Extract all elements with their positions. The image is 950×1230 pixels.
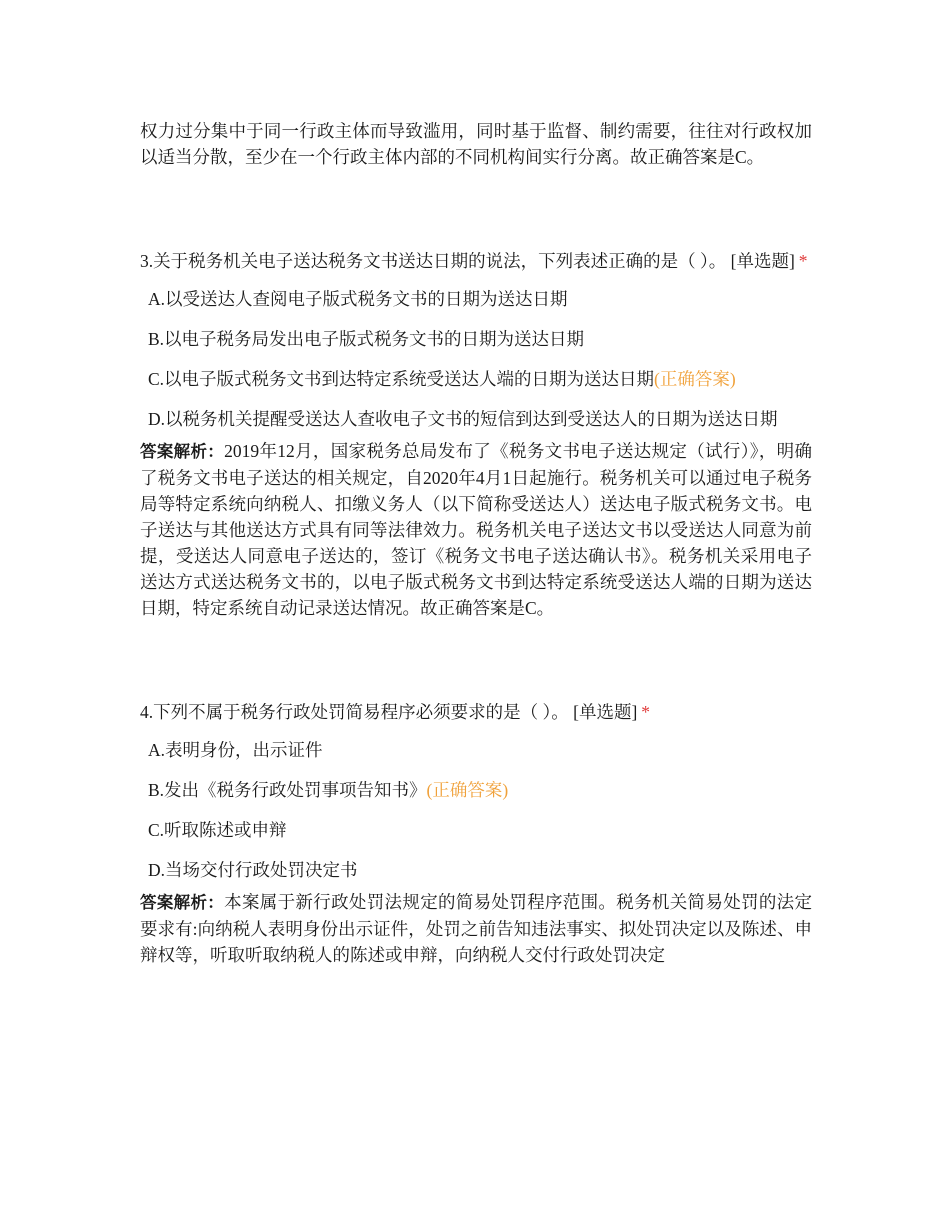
option-a[interactable]: A.以受送达人查阅电子版式税务文书的日期为送达日期 xyxy=(148,289,568,309)
option-c[interactable]: C.以电子版式税务文书到达特定系统受送达人端的日期为送达日期(正确答案) xyxy=(148,369,736,389)
correct-answer-tag: (正确答案) xyxy=(654,369,736,389)
required-mark: * xyxy=(641,702,651,722)
question-3 xyxy=(140,244,812,621)
option-a[interactable]: A.表明身份，出示证件 xyxy=(148,740,323,760)
option-b[interactable]: B.发出《税务行政处罚事项告知书》(正确答案) xyxy=(148,780,509,800)
question-4 xyxy=(140,695,812,968)
answer-analysis: 答案解析：本案属于新行政处罚法规定的简易处罚程序范围。税务机关简易处罚的法定要求有:向纳税人表明身份出示证件，处罚之前告知违法事实、拟处罚决定以及陈述、申辩权等，听取听取纳税人的陈述或申辩，向纳税人交付行政处罚决定 xyxy=(140,892,813,965)
intro-paragraph: 权力过分集中于同一行政主体而导致滥用，同时基于监督、制约需要，往往对行政权加以适当分散，至少在一个行政主体内部的不同机构间实行分离。故正确答案是C。 xyxy=(140,121,812,167)
option-b[interactable]: B.以电子税务局发出电子版式税务文书的日期为送达日期 xyxy=(148,329,585,349)
option-list xyxy=(148,286,812,432)
answer-analysis: 答案解析：2019年12月，国家税务总局发布了《税务文书电子送达规定（试行）》，明确了税务文书电子送达的相关规定，自2020年4月1日起施行。税务机关可以通过电子税务局等特定系统向纳税人、扣缴义务人（以下简称受送达人）送达电子版式税务文书。电子送达与其他送达方式具有同等法律效力。税务机关电子送达文书以受送达人同意为前提，受送达人同意电子送达的，签订《税务文书电子送达确认书》。税务机关采用电子送达方式送达税务文书的，以电子版式税务文书到达特定系统受送达人端的日期为送达日期，特定系统自动记录送达情况。故正确答案是C。 xyxy=(140,441,813,618)
option-d[interactable]: D.当场交付行政处罚决定书 xyxy=(148,860,358,880)
option-d[interactable]: D.以税务机关提醒受送达人查收电子文书的短信到达到受送达人的日期为送达日期 xyxy=(148,409,778,429)
option-c[interactable]: C.听取陈述或申辩 xyxy=(148,820,287,840)
question-title: 4.下列不属于税务行政处罚简易程序必须要求的是（ ）。 [单选题] * xyxy=(140,702,651,722)
analysis-label: 答案解析： xyxy=(140,442,225,461)
option-list xyxy=(148,737,812,883)
document-page xyxy=(140,118,812,968)
analysis-label: 答案解析： xyxy=(140,893,225,912)
correct-answer-tag: (正确答案) xyxy=(426,780,509,800)
question-title: 3.关于税务机关电子送达税务文书送达日期的说法，下列表述正确的是（ ）。 [单选题] * xyxy=(140,251,808,271)
required-mark: * xyxy=(798,251,808,271)
